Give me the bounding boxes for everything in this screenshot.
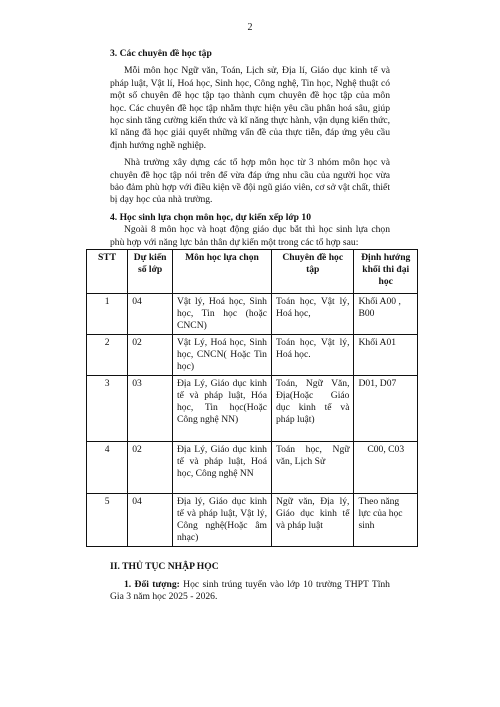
cell-class-count: 02	[128, 442, 173, 494]
cell-stt: 5	[87, 494, 128, 547]
section-3-heading: 3. Các chuyên đề học tập	[110, 48, 212, 59]
page-content	[98, 48, 411, 603]
table-row	[87, 335, 418, 376]
cell-subjects: Địa Lý, Giáo dục kinh tế và pháp luật, Hoá học, Công nghệ NN	[172, 442, 271, 494]
cell-topics: Ngữ văn, Địa lý, Giáo dục kinh tế và pháp luật	[271, 494, 353, 547]
item-1-label: 1. Đối tượng:	[124, 578, 180, 590]
header-class-count: Dự kiến số lớp	[128, 250, 173, 294]
section-4-heading: 4. Học sinh lựa chọn môn học, dự kiến xếp lớp 10	[110, 211, 312, 223]
table-header-row	[87, 250, 418, 294]
cell-topics: Toán, Ngữ Văn, Địa(Hoặc Giáo dục kinh tế và pháp luật)	[271, 376, 353, 442]
section-4-intro: Ngoài 8 môn học và hoạt động giáo dục bắt thì học sinh lựa chọn phù hợp với năng lực bản thân dự kiến một trong các tổ hợp sau:	[110, 224, 390, 248]
cell-exam-block: Theo năng lực của học sinh	[354, 494, 418, 547]
cell-stt: 3	[87, 376, 128, 442]
table-row	[87, 294, 418, 335]
cell-subjects: Địa Lý, Giáo dục kinh tế và pháp luật, Hóa học, Tin học(Hoặc Công nghệ NN)	[172, 376, 271, 442]
cell-class-count: 02	[128, 335, 173, 376]
cell-stt: 2	[87, 335, 128, 376]
cell-stt: 1	[87, 294, 128, 335]
subject-combination-table	[86, 249, 418, 547]
cell-exam-block: C00, C03	[354, 442, 418, 494]
header-subjects: Môn học lựa chọn	[172, 250, 271, 294]
table-row	[87, 442, 418, 494]
cell-exam-block: D01, D07	[354, 376, 418, 442]
cell-subjects: Địa lý, Giáo dục kinh tế và pháp luật, Vật lý, Công nghệ(Hoặc âm nhạc)	[172, 494, 271, 547]
item-1-text: Học sinh trúng tuyển vào lớp 10 trường THPT Tĩnh Gia 3 năm học 2025 - 2026.	[110, 578, 390, 602]
section-ii-heading: II. THỦ TỤC NHẬP HỌC	[110, 561, 219, 573]
table-row	[87, 494, 418, 547]
cell-subjects: Vật lý, Hoá học, Sinh học, Tin học (hoặc CNCN)	[172, 294, 271, 335]
page-number: 2	[247, 22, 253, 33]
cell-topics: Toán học, Vật lý, Hoá học.	[271, 335, 353, 376]
cell-exam-block: Khối A01	[354, 335, 418, 376]
header-stt: STT	[87, 250, 128, 294]
cell-class-count: 03	[128, 376, 173, 442]
cell-exam-block: Khối A00 , B00	[354, 294, 418, 335]
cell-topics: Toán học, Ngữ văn, Lịch Sử	[271, 442, 353, 494]
cell-stt: 4	[87, 442, 128, 494]
header-exam-block: Định hướng khối thi đại học	[354, 250, 418, 294]
cell-subjects: Vật Lý, Hoá học, Sinh học, CNCN( Hoặc Tin học)	[172, 335, 271, 376]
header-topics: Chuyên đề học tập	[271, 250, 353, 294]
section-3-paragraph-2: Nhà trường xây dựng các tổ hợp môn học từ 3 nhóm môn học và chuyên đề học tập nói trên để vừa đáp ứng nhu cầu của người học vừa bảo đảm phù hợp với điều kiện về đội ngũ giáo viên, cơ sở vật chất, thiết bị dạy học của nhà trường.	[110, 157, 390, 206]
section-3-paragraph-1: Mỗi môn học Ngữ văn, Toán, Lịch sử, Địa lí, Giáo dục kinh tế và pháp luật, Vật lí, Hoá học, Sinh học, Công nghệ, Tin học, Nghệ thuật có một số chuyên đề học tập tạo thành cụm chuyên đề học tập của môn học. Các chuyên đề học tập nhằm thực hiện yêu cầu phân hoá sâu, giúp học sinh tăng cường kiến thức và kĩ năng thực hành, vận dụng kiến thức, kĩ năng đã học giải quyết những vấn đề của thực tiễn, đáp ứng yêu cầu định hướng nghề nghiệp.	[110, 65, 390, 151]
cell-topics: Toán học, Vật lý, Hoá học,	[271, 294, 353, 335]
cell-class-count: 04	[128, 294, 173, 335]
section-ii-item-1	[110, 579, 390, 604]
table-row	[87, 376, 418, 442]
cell-class-count: 04	[128, 494, 173, 547]
